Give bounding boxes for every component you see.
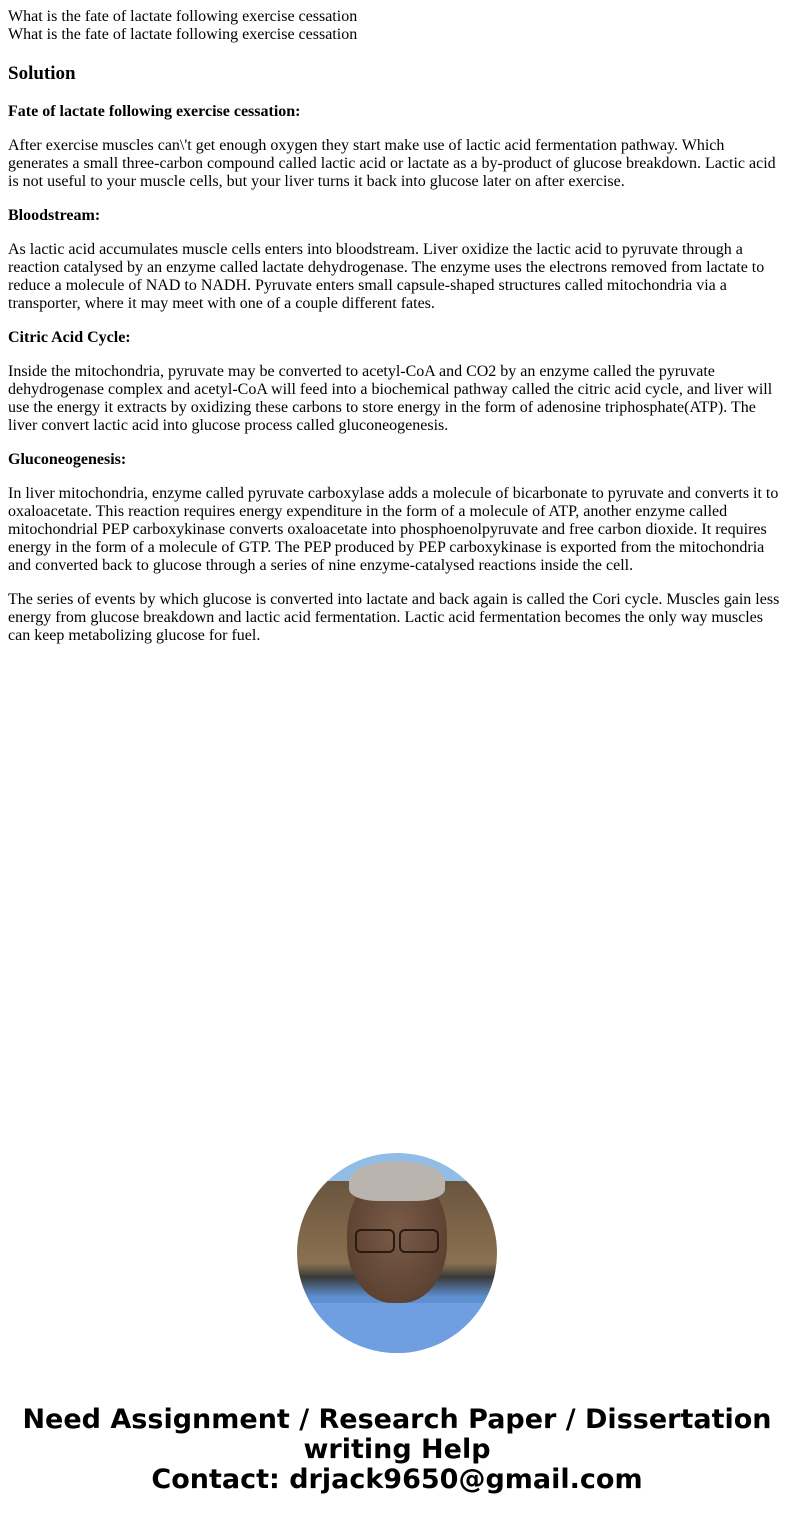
avatar [297, 1153, 497, 1353]
question-title-repeat: What is the fate of lactate following exercise cessation [8, 26, 358, 43]
section-title-citric-acid-cycle: Citric Acid Cycle: [8, 329, 131, 346]
document-body [0, 0, 794, 645]
section-title-fate: Fate of lactate following exercise cessation: [8, 103, 301, 120]
avatar-shirt [297, 1303, 497, 1353]
question-title: What is the fate of lactate following exercise cessation [8, 8, 358, 25]
glasses-icon [355, 1229, 441, 1251]
section-paragraph-cori-cycle: The series of events by which glucose is converted into lactate and back again is called the Cori cycle. Muscles gain less energy from glucose breakdown and lactic acid fermentation. Lactic acid fermentation becomes the only way muscles can keep metabolizing glucose for fuel. [8, 591, 780, 644]
section-paragraph-fate: After exercise muscles can\'t get enough oxygen they start make use of lactic acid fermentation pathway. Which generates a small three-carbon compound called lactic acid or lactate as a by-product of glucose breakdown. Lactic acid is not useful to your muscle cells, but your liver turns it back into glucose later on after exercise. [8, 137, 776, 190]
section-title-gluconeogenesis: Gluconeogenesis: [8, 451, 127, 468]
section-paragraph-citric-acid-cycle: Inside the mitochondria, pyruvate may be converted to acetyl-CoA and CO2 by an enzyme called the pyruvate dehydrogenase complex and acetyl-CoA will feed into a biochemical pathway called the citric acid cycle, and liver will use the energy it extracts by oxidizing these carbons to store energy in the form of adenosine triphosphate(ATP). The liver convert lactic acid into glucose process called gluconeogenesis. [8, 363, 773, 434]
promo-banner [0, 1153, 794, 1495]
section-paragraph-bloodstream: As lactic acid accumulates muscle cells enters into bloodstream. Liver oxidize the lactic acid to pyruvate through a reaction catalysed by an enzyme called lactate dehydrogenase. The enzyme uses the electrons removed from lactate to reduce a molecule of NAD to NADH. Pyruvate enters small capsule-shaped structures called mitochondria via a transporter, where it may meet with one of a couple different fates. [8, 241, 765, 312]
section-paragraph-gluconeogenesis: In liver mitochondria, enzyme called pyruvate carboxylase adds a molecule of bicarbonate to pyruvate and converts it to oxaloacetate. This reaction requires energy expenditure in the form of a molecule of ATP, another enzyme called mitochondrial PEP carboxykinase converts oxaloacetate into phosphoenolpyruvate and free carbon dioxide. It requires energy in the form of a molecule of GTP. The PEP produced by PEP carboxykinase is exported from the mitochondria and converted back to glucose through a series of nine enzyme-catalysed reactions inside the cell. [8, 485, 779, 574]
avatar-hair [349, 1161, 445, 1201]
section-title-bloodstream: Bloodstream: [8, 207, 101, 224]
promo-line-2: writing Help [303, 1434, 491, 1465]
promo-line-1: Need Assignment / Research Paper / Dissertation [22, 1404, 772, 1435]
promo-contact: Contact: drjack9650@gmail.com [151, 1464, 643, 1495]
promo-text [0, 1405, 794, 1495]
solution-heading: Solution [8, 63, 76, 84]
